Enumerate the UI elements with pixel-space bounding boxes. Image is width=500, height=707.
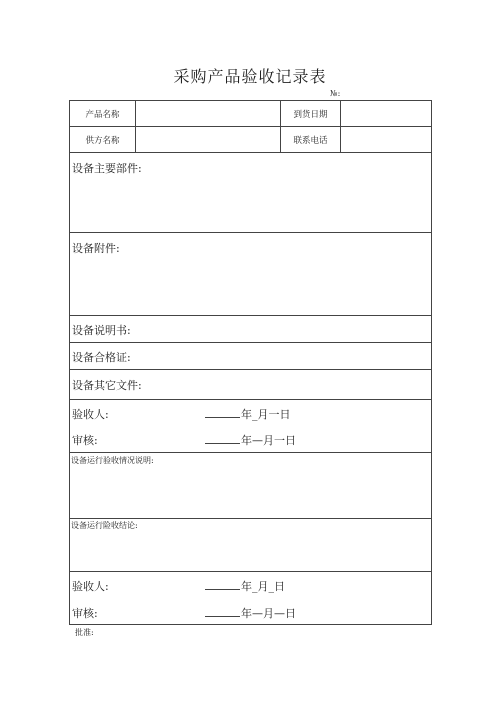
accessories-label: 设备附件: <box>72 242 120 255</box>
reviewer-label-2: 审核: <box>72 607 98 620</box>
arrival-date-field[interactable] <box>341 101 431 126</box>
row-divider <box>69 571 432 572</box>
inspector-date <box>205 406 291 422</box>
inspector-date-text-2: 年_月_日 <box>241 580 285 593</box>
inspector-date-text: 年_月一日 <box>241 408 291 421</box>
row-divider <box>69 232 432 233</box>
run-description-label: 设备运行验收情况说明: <box>71 456 154 465</box>
row-divider <box>69 369 432 370</box>
contact-phone-field[interactable] <box>341 127 431 152</box>
run-conclusion-label: 设备运行险收结论: <box>71 521 138 530</box>
row-divider <box>69 342 432 343</box>
supplier-name-label: 供方名称 <box>85 136 120 146</box>
page-title: 采购产品验收记录表 <box>173 67 327 86</box>
other-docs-label: 设备其它文件: <box>72 379 142 392</box>
row-divider <box>69 152 432 153</box>
manual-label: 设备说明书: <box>72 324 131 337</box>
inspector-label-2: 验收人: <box>72 580 109 593</box>
main-parts-label: 设备主要部件: <box>72 162 142 175</box>
document-number-label: №: <box>330 89 341 98</box>
inspector-date-2 <box>205 578 285 594</box>
reviewer-date-text: 年—月一日 <box>241 434 296 447</box>
table-border-bottom <box>69 624 432 625</box>
inspector-label: 验收人: <box>72 408 109 421</box>
reviewer-label: 审核: <box>72 434 98 447</box>
date-blank[interactable] <box>205 606 240 617</box>
contact-phone-label: 联系电话 <box>293 136 328 146</box>
row-divider <box>69 399 432 400</box>
reviewer-date-2 <box>205 605 296 621</box>
table-border-left <box>69 100 70 625</box>
row-divider <box>69 452 432 453</box>
date-blank[interactable] <box>205 579 240 590</box>
certificate-label: 设备合格证: <box>72 351 131 364</box>
date-blank[interactable] <box>205 433 240 444</box>
supplier-name-field[interactable] <box>136 127 280 152</box>
reviewer-date-text-2: 年—月—日 <box>241 607 296 620</box>
row-divider <box>69 518 432 519</box>
product-name-field[interactable] <box>136 101 280 126</box>
product-name-label: 产品名称 <box>85 110 120 120</box>
reviewer-date <box>205 432 296 448</box>
date-blank[interactable] <box>205 407 240 418</box>
arrival-date-label: 到货日期 <box>293 110 328 120</box>
approval-label: 批准: <box>75 628 94 637</box>
row-divider <box>69 315 432 316</box>
table-border-right <box>431 100 432 625</box>
